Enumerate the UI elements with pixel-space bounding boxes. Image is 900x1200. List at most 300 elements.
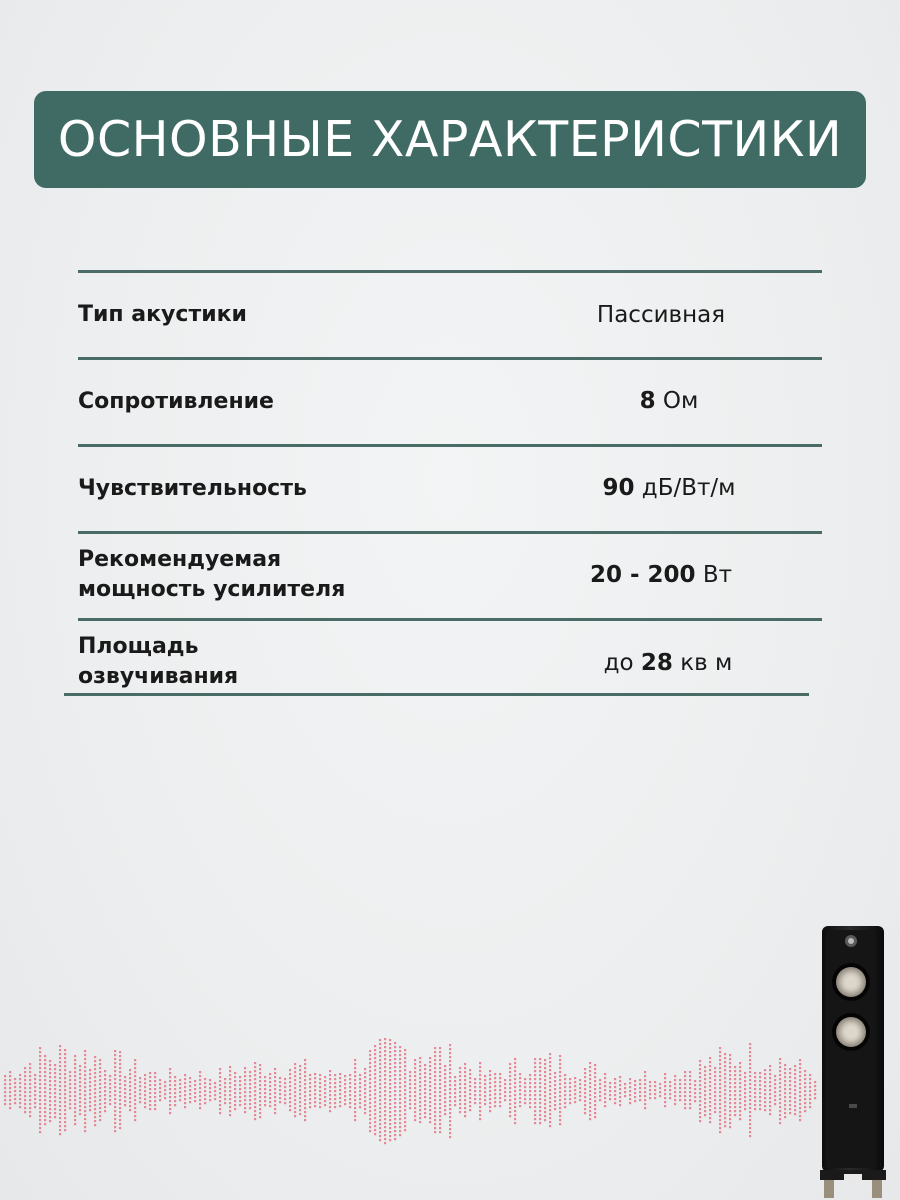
wave-dot xyxy=(799,1075,801,1077)
wave-dot xyxy=(64,1121,66,1123)
wave-dot xyxy=(259,1088,261,1090)
wave-dot xyxy=(9,1087,11,1089)
wave-dot xyxy=(304,1115,306,1117)
wave-dot xyxy=(384,1082,386,1084)
wave-dot xyxy=(744,1108,746,1110)
wave-dot xyxy=(724,1061,726,1063)
wave-dot xyxy=(44,1075,46,1077)
wave-dot xyxy=(404,1093,406,1095)
wave-dot xyxy=(349,1082,351,1084)
wave-dot xyxy=(634,1096,636,1098)
wave-dot xyxy=(159,1095,161,1097)
wave-dot xyxy=(774,1083,776,1085)
wave-dot xyxy=(439,1099,441,1101)
wave-dot xyxy=(614,1090,616,1092)
wave-dot xyxy=(614,1094,616,1096)
wave-dot xyxy=(54,1068,56,1070)
wave-dot xyxy=(244,1111,246,1113)
wave-dot xyxy=(794,1069,796,1071)
wave-dot xyxy=(139,1097,141,1099)
wave-dot xyxy=(314,1085,316,1087)
wave-dot xyxy=(119,1079,121,1081)
wave-dot xyxy=(519,1073,521,1075)
wave-dot xyxy=(654,1089,656,1091)
wave-dot xyxy=(539,1074,541,1076)
wave-dot xyxy=(64,1057,66,1059)
wave-dot xyxy=(719,1091,721,1093)
wave-dot xyxy=(84,1050,86,1052)
wave-dot xyxy=(454,1088,456,1090)
wave-dot xyxy=(709,1117,711,1119)
wave-dot xyxy=(354,1099,356,1101)
wave-dot xyxy=(404,1057,406,1059)
wave-dot xyxy=(459,1107,461,1109)
wave-dot xyxy=(129,1069,131,1071)
wave-dot xyxy=(559,1111,561,1113)
wave-dot xyxy=(109,1087,111,1089)
wave-dot xyxy=(759,1076,761,1078)
wave-dot xyxy=(379,1063,381,1065)
wave-dot xyxy=(779,1090,781,1092)
wave-dot xyxy=(589,1062,591,1064)
wave-dot xyxy=(64,1077,66,1079)
wave-dot xyxy=(114,1114,116,1116)
wave-dot xyxy=(349,1078,351,1080)
wave-dot xyxy=(719,1099,721,1101)
wave-dot xyxy=(484,1091,486,1093)
wave-dot xyxy=(299,1077,301,1079)
wave-dot xyxy=(129,1093,131,1095)
wave-dot xyxy=(769,1069,771,1071)
wave-dot xyxy=(524,1090,526,1092)
wave-dot xyxy=(144,1106,146,1108)
wave-dot xyxy=(524,1098,526,1100)
wave-dot xyxy=(29,1107,31,1109)
wave-dot xyxy=(564,1078,566,1080)
wave-dot xyxy=(744,1088,746,1090)
wave-dot xyxy=(94,1064,96,1066)
wave-dot xyxy=(44,1111,46,1113)
wave-dot xyxy=(379,1051,381,1053)
wave-dot xyxy=(219,1084,221,1086)
wave-dot xyxy=(464,1091,466,1093)
wave-dot xyxy=(434,1091,436,1093)
wave-dot xyxy=(559,1115,561,1117)
wave-dot xyxy=(434,1111,436,1113)
wave-dot xyxy=(429,1117,431,1119)
wave-dot xyxy=(154,1076,156,1078)
wave-dot xyxy=(19,1086,21,1088)
wave-dot xyxy=(669,1089,671,1091)
wave-dot xyxy=(349,1098,351,1100)
wave-dot xyxy=(379,1111,381,1113)
wave-dot xyxy=(69,1079,71,1081)
wave-dot xyxy=(349,1074,351,1076)
wave-dot xyxy=(449,1072,451,1074)
wave-dot xyxy=(404,1085,406,1087)
wave-dot xyxy=(559,1083,561,1085)
wave-dot xyxy=(109,1083,111,1085)
wave-dot xyxy=(99,1075,101,1077)
wave-dot xyxy=(39,1087,41,1089)
wave-dot xyxy=(704,1082,706,1084)
wave-dot xyxy=(429,1109,431,1111)
wave-dot xyxy=(114,1094,116,1096)
wave-dot xyxy=(634,1084,636,1086)
wave-dot xyxy=(289,1077,291,1079)
wave-dot xyxy=(644,1075,646,1077)
wave-dot xyxy=(314,1097,316,1099)
wave-dot xyxy=(204,1082,206,1084)
wave-dot xyxy=(79,1109,81,1111)
wave-dot xyxy=(704,1078,706,1080)
wave-dot xyxy=(99,1083,101,1085)
wave-dot xyxy=(169,1088,171,1090)
wave-dot xyxy=(314,1105,316,1107)
wave-dot xyxy=(24,1111,26,1113)
wave-dot xyxy=(594,1068,596,1070)
wave-dot xyxy=(59,1057,61,1059)
wave-dot xyxy=(639,1099,641,1101)
wave-dot xyxy=(384,1038,386,1040)
wave-dot xyxy=(284,1086,286,1088)
wave-dot xyxy=(574,1093,576,1095)
wave-dot xyxy=(694,1096,696,1098)
wave-dot xyxy=(584,1088,586,1090)
wave-dot xyxy=(444,1097,446,1099)
wave-dot xyxy=(384,1094,386,1096)
wave-dot xyxy=(664,1105,666,1107)
wave-dot xyxy=(239,1076,241,1078)
wave-dot xyxy=(739,1094,741,1096)
wave-dot xyxy=(414,1079,416,1081)
wave-dot xyxy=(384,1130,386,1132)
wave-dot xyxy=(14,1090,16,1092)
wave-dot xyxy=(679,1099,681,1101)
wave-dot xyxy=(784,1064,786,1066)
wave-dot xyxy=(354,1059,356,1061)
wave-dot xyxy=(764,1105,766,1107)
wave-dot xyxy=(719,1131,721,1133)
wave-dot xyxy=(304,1071,306,1073)
wave-dot xyxy=(574,1097,576,1099)
wave-dot xyxy=(534,1066,536,1068)
wave-dot xyxy=(194,1080,196,1082)
wave-dot xyxy=(184,1082,186,1084)
wave-dot xyxy=(204,1090,206,1092)
wave-dot xyxy=(789,1068,791,1070)
wave-dot xyxy=(684,1091,686,1093)
wave-dot xyxy=(44,1087,46,1089)
wave-dot xyxy=(229,1110,231,1112)
wave-dot xyxy=(169,1076,171,1078)
wave-dot xyxy=(514,1082,516,1084)
wave-dot xyxy=(399,1118,401,1120)
wave-dot xyxy=(49,1064,51,1066)
wave-dot xyxy=(74,1079,76,1081)
wave-dot xyxy=(734,1110,736,1112)
wave-dot xyxy=(784,1084,786,1086)
wave-dot xyxy=(744,1100,746,1102)
wave-dot xyxy=(154,1100,156,1102)
wave-dot xyxy=(514,1074,516,1076)
wave-dot xyxy=(749,1091,751,1093)
wave-dot xyxy=(399,1114,401,1116)
wave-dot xyxy=(134,1099,136,1101)
wave-dot xyxy=(49,1068,51,1070)
wave-dot xyxy=(709,1109,711,1111)
wave-dot xyxy=(459,1075,461,1077)
wave-dot xyxy=(714,1075,716,1077)
wave-dot xyxy=(124,1088,126,1090)
wave-dot xyxy=(584,1076,586,1078)
wave-dot xyxy=(379,1043,381,1045)
wave-dot xyxy=(439,1067,441,1069)
wave-dot xyxy=(64,1049,66,1051)
wave-dot xyxy=(64,1073,66,1075)
wave-dot xyxy=(649,1089,651,1091)
wave-dot xyxy=(529,1078,531,1080)
wave-dot xyxy=(414,1119,416,1121)
wave-dot xyxy=(259,1108,261,1110)
wave-dot xyxy=(464,1111,466,1113)
wave-dot xyxy=(429,1057,431,1059)
wave-dot xyxy=(699,1096,701,1098)
wave-dot xyxy=(529,1090,531,1092)
wave-dot xyxy=(59,1093,61,1095)
wave-dot xyxy=(234,1076,236,1078)
wave-dot xyxy=(404,1117,406,1119)
wave-dot xyxy=(84,1062,86,1064)
wave-dot xyxy=(64,1125,66,1127)
wave-dot xyxy=(24,1099,26,1101)
wave-dot xyxy=(369,1118,371,1120)
wave-dot xyxy=(114,1122,116,1124)
wave-dot xyxy=(84,1078,86,1080)
wave-dot xyxy=(774,1075,776,1077)
wave-dot xyxy=(644,1083,646,1085)
wave-dot xyxy=(54,1100,56,1102)
wave-dot xyxy=(699,1072,701,1074)
wave-dot xyxy=(464,1067,466,1069)
wave-dot xyxy=(229,1086,231,1088)
wave-dot xyxy=(724,1057,726,1059)
wave-dot xyxy=(224,1078,226,1080)
wave-dot xyxy=(229,1078,231,1080)
wave-dot xyxy=(739,1062,741,1064)
wave-dot xyxy=(179,1079,181,1081)
wave-dot xyxy=(299,1105,301,1107)
wave-dot xyxy=(559,1107,561,1109)
wave-dot xyxy=(649,1093,651,1095)
wave-dot xyxy=(554,1088,556,1090)
wave-dot xyxy=(509,1091,511,1093)
wave-dot xyxy=(199,1099,201,1101)
wave-dot xyxy=(714,1071,716,1073)
wave-dot xyxy=(139,1085,141,1087)
wave-dot xyxy=(459,1067,461,1069)
wave-dot xyxy=(514,1070,516,1072)
wave-dot xyxy=(809,1106,811,1108)
wave-dot xyxy=(799,1111,801,1113)
wave-dot xyxy=(129,1077,131,1079)
wave-dot xyxy=(284,1098,286,1100)
wave-dot xyxy=(184,1090,186,1092)
wave-dot xyxy=(354,1103,356,1105)
wave-dot xyxy=(279,1089,281,1091)
wave-dot xyxy=(539,1094,541,1096)
wave-dot xyxy=(784,1104,786,1106)
wave-dot xyxy=(284,1090,286,1092)
wave-dot xyxy=(404,1101,406,1103)
wave-dot xyxy=(274,1068,276,1070)
wave-dot xyxy=(389,1111,391,1113)
wave-dot xyxy=(509,1063,511,1065)
wave-dot xyxy=(379,1047,381,1049)
wave-dot xyxy=(79,1065,81,1067)
wave-dot xyxy=(39,1107,41,1109)
wave-dot xyxy=(114,1130,116,1132)
wave-dot xyxy=(9,1103,11,1105)
wave-dot xyxy=(49,1060,51,1062)
wave-dot xyxy=(569,1078,571,1080)
wave-dot xyxy=(649,1085,651,1087)
wave-dot xyxy=(679,1083,681,1085)
wave-dot xyxy=(319,1090,321,1092)
wave-dot xyxy=(804,1098,806,1100)
wave-dot xyxy=(404,1049,406,1051)
wave-dot xyxy=(64,1085,66,1087)
wave-dot xyxy=(674,1075,676,1077)
wave-dot xyxy=(399,1094,401,1096)
wave-dot xyxy=(489,1074,491,1076)
wave-dot xyxy=(374,1105,376,1107)
wave-dot xyxy=(144,1102,146,1104)
wave-dot xyxy=(84,1098,86,1100)
wave-dot xyxy=(779,1118,781,1120)
wave-dot xyxy=(29,1079,31,1081)
wave-dot xyxy=(129,1109,131,1111)
wave-dot xyxy=(34,1090,36,1092)
wave-dot xyxy=(539,1106,541,1108)
wave-dot xyxy=(584,1104,586,1106)
wave-dot xyxy=(749,1079,751,1081)
wave-dot xyxy=(599,1095,601,1097)
wave-dot xyxy=(254,1090,256,1092)
wave-dot xyxy=(289,1105,291,1107)
wave-dot xyxy=(84,1054,86,1056)
wave-dot xyxy=(449,1136,451,1138)
wave-dot xyxy=(39,1063,41,1065)
wave-dot xyxy=(449,1084,451,1086)
wave-dot xyxy=(264,1100,266,1102)
wave-dot xyxy=(369,1074,371,1076)
wave-dot xyxy=(119,1115,121,1117)
wave-dot xyxy=(99,1087,101,1089)
wave-dot xyxy=(69,1095,71,1097)
wave-dot xyxy=(219,1072,221,1074)
wave-dot xyxy=(509,1099,511,1101)
wave-dot xyxy=(329,1102,331,1104)
wave-dot xyxy=(789,1080,791,1082)
wave-dot xyxy=(99,1119,101,1121)
wave-dot xyxy=(269,1093,271,1095)
wave-dot xyxy=(49,1116,51,1118)
wave-dot xyxy=(379,1127,381,1129)
wave-dot xyxy=(744,1096,746,1098)
wave-dot xyxy=(49,1100,51,1102)
wave-dot xyxy=(749,1083,751,1085)
wave-dot xyxy=(384,1086,386,1088)
wave-dot xyxy=(284,1082,286,1084)
wave-dot xyxy=(584,1100,586,1102)
wave-dot xyxy=(594,1100,596,1102)
wave-dot xyxy=(609,1082,611,1084)
wave-dot xyxy=(749,1119,751,1121)
wave-dot xyxy=(634,1088,636,1090)
wave-dot xyxy=(174,1096,176,1098)
wave-dot xyxy=(119,1083,121,1085)
wave-dot xyxy=(479,1082,481,1084)
wave-dot xyxy=(539,1058,541,1060)
wave-dot xyxy=(449,1092,451,1094)
wave-dot xyxy=(374,1117,376,1119)
wave-dot xyxy=(629,1094,631,1096)
wave-dot xyxy=(59,1089,61,1091)
wave-dot xyxy=(64,1113,66,1115)
wave-dot xyxy=(394,1090,396,1092)
wave-dot xyxy=(399,1134,401,1136)
wave-dot xyxy=(724,1105,726,1107)
wave-dot xyxy=(804,1086,806,1088)
wave-dot xyxy=(84,1070,86,1072)
wave-dot xyxy=(774,1079,776,1081)
wave-dot xyxy=(134,1115,136,1117)
wave-dot xyxy=(749,1043,751,1045)
spec-value-power: 20 - 200 Вт xyxy=(589,562,733,588)
wave-dot xyxy=(619,1096,621,1098)
wave-dot xyxy=(59,1133,61,1135)
wave-dot xyxy=(339,1105,341,1107)
wave-dot xyxy=(489,1086,491,1088)
wave-dot xyxy=(809,1094,811,1096)
wave-dot xyxy=(539,1102,541,1104)
wave-dot xyxy=(74,1059,76,1061)
wave-dot xyxy=(259,1072,261,1074)
wave-dot xyxy=(79,1085,81,1087)
wave-dot xyxy=(674,1095,676,1097)
wave-dot xyxy=(499,1077,501,1079)
wave-dot xyxy=(299,1065,301,1067)
wave-dot xyxy=(44,1103,46,1105)
wave-dot xyxy=(739,1110,741,1112)
wave-dot xyxy=(84,1110,86,1112)
wave-dot xyxy=(679,1087,681,1089)
wave-dot xyxy=(454,1104,456,1106)
wave-dot xyxy=(584,1108,586,1110)
wave-dot xyxy=(294,1075,296,1077)
wave-dot xyxy=(409,1075,411,1077)
wave-dot xyxy=(779,1058,781,1060)
wave-dot xyxy=(429,1097,431,1099)
wave-dot xyxy=(404,1125,406,1127)
wave-dot xyxy=(254,1070,256,1072)
wave-dot xyxy=(439,1051,441,1053)
wave-dot xyxy=(369,1070,371,1072)
wave-dot xyxy=(254,1110,256,1112)
wave-dot xyxy=(514,1062,516,1064)
wave-dot xyxy=(514,1106,516,1108)
